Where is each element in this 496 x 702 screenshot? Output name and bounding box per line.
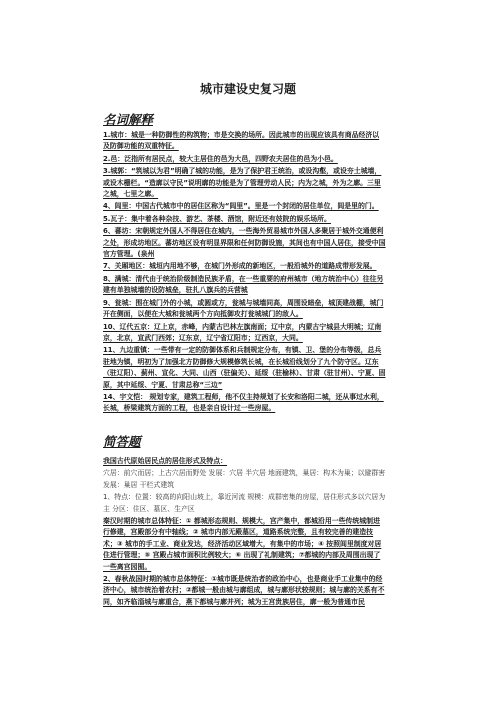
- term-definition: 9、瓮城：围在城门外的小城，或圆或方，瓮城与城墙同高，周围设暗垒，城顶建战棚，城门开在侧面，以便在大城和瓮城两个方向抵御攻打瓮城城门的敌人。: [103, 298, 384, 319]
- short-question-1-line: 1、特点：位置：较高的向阳山坡上，靠近河流 规模：成群密集的房屋，居住形式多以穴居为主 分区：住区、墓区、生产区: [103, 493, 386, 513]
- term-definition: 4、闾里：中国古代城市中的居住区称为“闾里”。里是一个封闭的居住单位，闾是里的门。: [103, 202, 379, 211]
- term-definition: 5.瓦子：集中着各种杂技、游艺、茶楼、酒馆，附近还有妓院的娱乐场所。: [103, 214, 331, 223]
- section-heading-short-answer: 简答题: [103, 434, 141, 449]
- term-definition: 1.城市：城是一种防御性的构筑物；市是交换的场所。因此城市的出现应该具有商品经济以及防御功能的双重特征。: [103, 131, 380, 151]
- term-definition: 3.城郭：“筑城以为君”明确了城的功能，是为了保护君王统治，或设沟壑，或设夯土城墙，或设木栅栏。“造廓以守民”说明廓的功能是为了管理劳动人民；内为之城，外为之廓。三里之城，七里之廓。: [103, 167, 382, 199]
- page-title: 城市建设史复习题: [199, 82, 296, 96]
- term-definition: 14、宇文恺： 规划专家，建筑工程师，他不仅主持规划了长安和洛阳二城，还从事过水利，长城，桥梁建筑方面的工程，也是亲自设计过一些房屋。: [103, 392, 384, 413]
- short-answer-block: [103, 456, 386, 609]
- term-definition: 2.邑：泛指所有居民点，较大主居住的邑为大邑，四野农夫居住的邑为小邑。: [103, 154, 338, 163]
- term-definition: 10、辽代五京：辽上京，赤峰，内蒙古巴林左旗南面；辽中京，内蒙古宁城县大明城；辽南京，北京，宣武门西郊；辽东京，辽宁省辽阳市；辽西京，大同。: [103, 322, 382, 342]
- short-question-1-summary: 秦汉时期的城市总体特征：① 都城形态规则、规模大，宫产集中，都城沿用一些传统城制进行修建，宫殿部分有中轴线；② 城市内部无殿墓区，道路系统完整，且有较完善的建造技术；③ 城市的手工业、商业发达，经济活动区域增大，有集中的市场；④ 按照闾里制度对居住进行管理；⑤ 宫殿占城市面积比例较大；⑥ 出现了礼制建筑；⑦都城的内部及周围出现了一些离宫园囿。: [103, 517, 382, 571]
- short-question-2: 2、春秋战国时期的城市总体特征：①城市既是统治者的政治中心，也是商业手工业集中的经济中心，城市统治着农村；②都城一般由城与廓组成，城与廓形状较规则；城与廓的关系有不同，如齐临淄城与廓重合，燕下都城与廓并列；城为王宫贵族居住，廓一般为普通市民: [103, 575, 385, 606]
- term-definition: 6、蕃坊：宋朝规定外国人不得居住在城内，一些海外贸易城市外国人多聚居于城外交通便利之处，形成坊地区。蕃坊地区设有明显界限和任何防御设施，其间也有中国人居住，接受中国官方管理。(泉州: [103, 227, 386, 259]
- term-definition: 11、九边重镇：一些带有一定的防御体系和兵制规定分布，有镇、卫、堡的分布等级，总兵驻地为镇，明初为了加强北方防御修大规模修筑长城，在长城沿线划分了九个防守区。辽东（驻辽阳）、蓟州、宣化、大同、山西（驻偏关）、延绥（驻榆林）、甘肃（驻甘州）、宁夏、固原，其中延绥、宁夏、甘肃总称“三边”: [103, 346, 386, 389]
- section-heading-terms: 名词解释: [103, 112, 154, 127]
- short-question-1-line: 穴居：前穴而居；上古穴居而野处 发展：穴居 半穴居 地面建筑，巢居：构木为巢；以避群害 发展：巢居 干栏式建筑: [103, 469, 386, 489]
- term-definition: 8、满城：清代由于统治阶级制造民族矛盾，在一些重要的府州城市（地方统治中心）往往另建有单独城墙的设防城垒，驻扎八旗兵的兵营城: [103, 274, 384, 295]
- short-question-1-heading: 我国古代原始居民点的居住形式及特点：: [103, 457, 228, 465]
- terms-list: [103, 130, 386, 416]
- term-definition: 7、关厢地区：城垣内用地不够，在城门外形成的新地区，一般沿城外的道路成带形发展。: [103, 262, 377, 271]
